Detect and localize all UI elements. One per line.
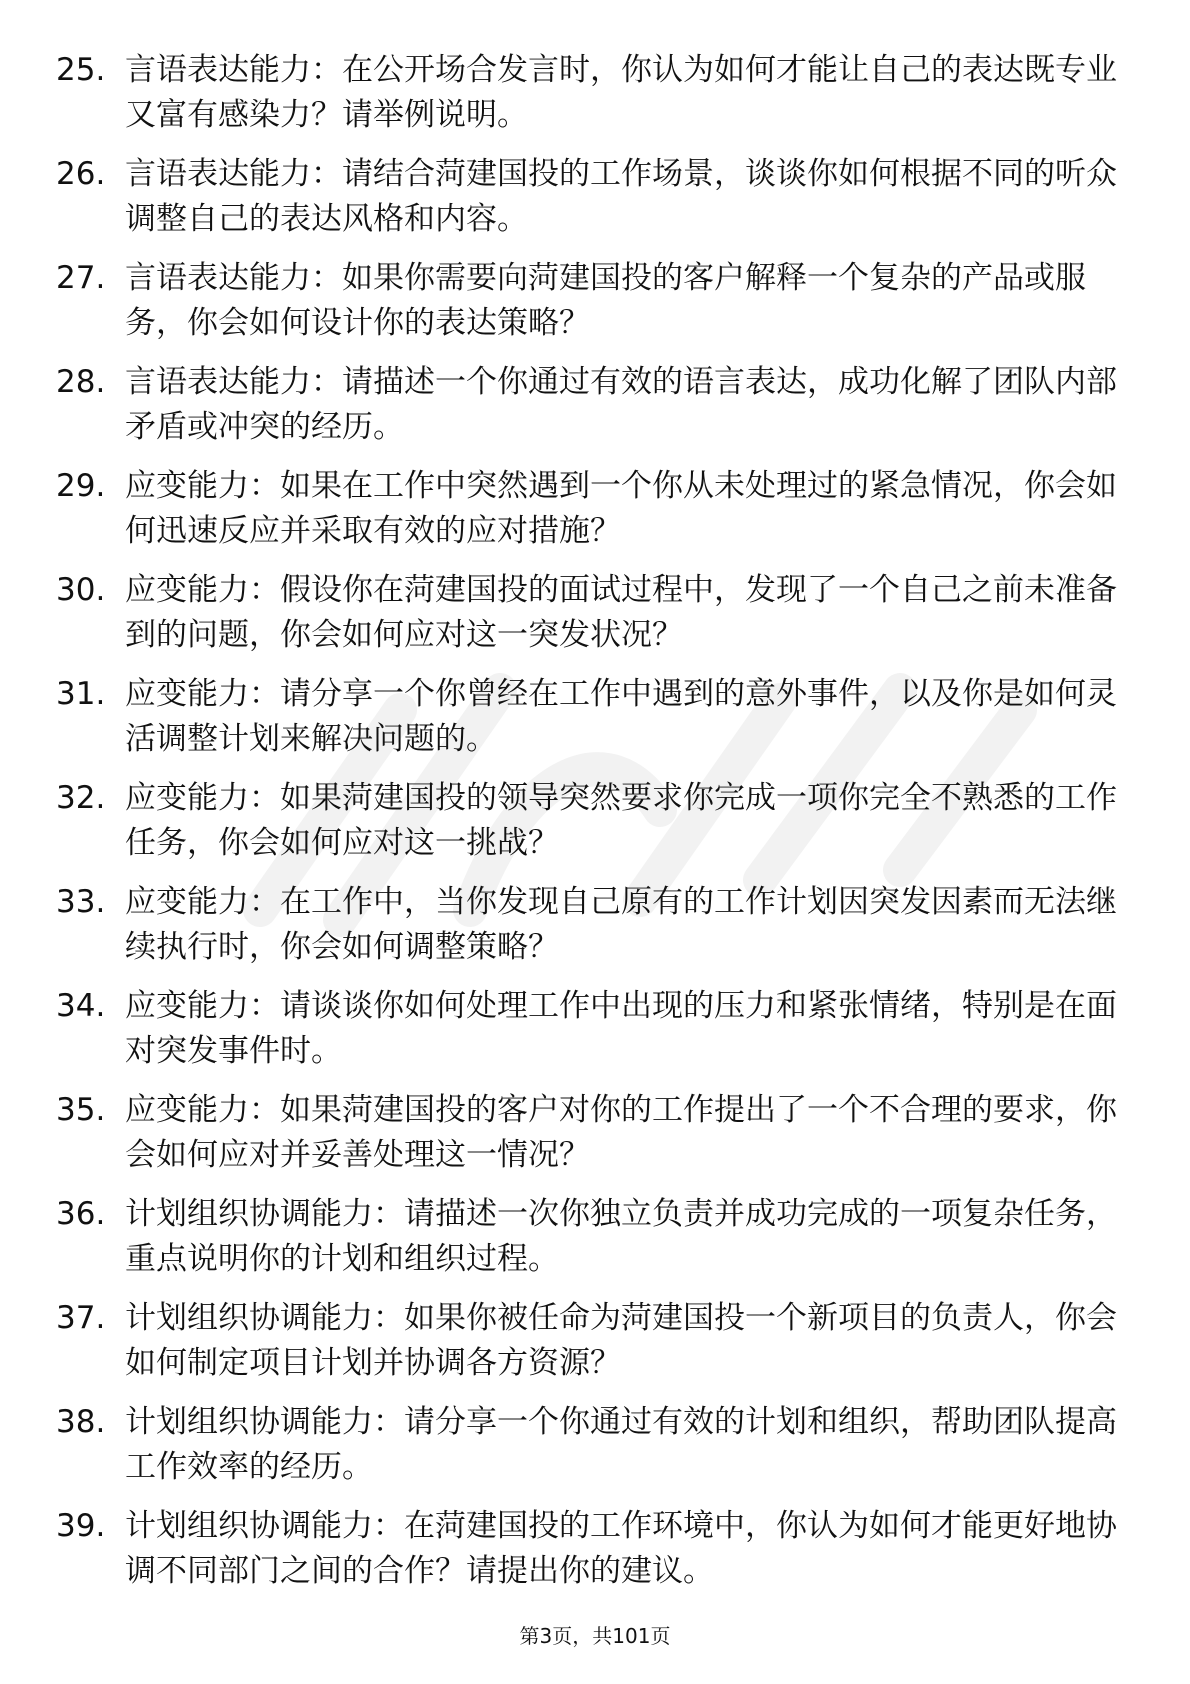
question-number: 27. — [56, 260, 106, 296]
question-item — [56, 776, 1136, 880]
question-text: 应变能力：如果在工作中突然遇到一个你从未处理过的紧急情况，你会如何迅速反应并采取有效的应对措施？ — [125, 468, 1117, 549]
question-text: 应变能力：请谈谈你如何处理工作中出现的压力和紧张情绪，特别是在面对突发事件时。 — [125, 988, 1117, 1069]
question-number: 28. — [56, 364, 106, 400]
question-number: 30. — [56, 572, 106, 608]
question-text: 言语表达能力：请结合菏建国投的工作场景，谈谈你如何根据不同的听众调整自己的表达风格和内容。 — [125, 156, 1117, 237]
question-item — [56, 1088, 1136, 1192]
question-text: 应变能力：在工作中，当你发现自己原有的工作计划因突发因素而无法继续执行时，你会如何调整策略？ — [125, 884, 1117, 965]
question-list — [56, 48, 1136, 1608]
question-text: 言语表达能力：请描述一个你通过有效的语言表达，成功化解了团队内部矛盾或冲突的经历。 — [125, 364, 1117, 445]
question-item — [56, 1296, 1136, 1400]
question-number: 25. — [56, 52, 106, 88]
question-number: 33. — [56, 884, 106, 920]
question-item — [56, 152, 1136, 256]
question-text: 言语表达能力：在公开场合发言时，你认为如何才能让自己的表达既专业又富有感染力？请举例说明。 — [125, 52, 1117, 133]
page-footer: 第3页，共101页 — [519, 1624, 671, 1648]
question-item — [56, 880, 1136, 984]
question-number: 35. — [56, 1092, 106, 1128]
question-text: 应变能力：假设你在菏建国投的面试过程中，发现了一个自己之前未准备到的问题，你会如何应对这一突发状况？ — [125, 572, 1117, 653]
question-number: 39. — [56, 1508, 106, 1544]
question-number: 36. — [56, 1196, 106, 1232]
question-number: 34. — [56, 988, 106, 1024]
question-item — [56, 672, 1136, 776]
question-text: 应变能力：如果菏建国投的客户对你的工作提出了一个不合理的要求，你会如何应对并妥善处理这一情况？ — [125, 1092, 1117, 1173]
question-item — [56, 568, 1136, 672]
question-text: 计划组织协调能力：请分享一个你通过有效的计划和组织，帮助团队提高工作效率的经历。 — [125, 1404, 1117, 1485]
question-item — [56, 1400, 1136, 1504]
question-text: 应变能力：请分享一个你曾经在工作中遇到的意外事件，以及你是如何灵活调整计划来解决问题的。 — [125, 676, 1117, 757]
question-number: 37. — [56, 1300, 106, 1336]
question-item — [56, 360, 1136, 464]
question-item — [56, 1192, 1136, 1296]
question-number: 31. — [56, 676, 106, 712]
question-text: 应变能力：如果菏建国投的领导突然要求你完成一项你完全不熟悉的工作任务，你会如何应对这一挑战？ — [125, 780, 1117, 861]
question-text: 言语表达能力：如果你需要向菏建国投的客户解释一个复杂的产品或服务，你会如何设计你的表达策略？ — [125, 260, 1086, 341]
question-number: 29. — [56, 468, 106, 504]
question-item — [56, 984, 1136, 1088]
question-number: 32. — [56, 780, 106, 816]
question-item — [56, 48, 1136, 152]
question-text: 计划组织协调能力：请描述一次你独立负责并成功完成的一项复杂任务，重点说明你的计划和组织过程。 — [125, 1196, 1117, 1277]
question-text: 计划组织协调能力：如果你被任命为菏建国投一个新项目的负责人，你会如何制定项目计划并协调各方资源？ — [125, 1300, 1117, 1381]
question-number: 26. — [56, 156, 106, 192]
question-item — [56, 1504, 1136, 1608]
question-number: 38. — [56, 1404, 106, 1440]
question-text: 计划组织协调能力：在菏建国投的工作环境中，你认为如何才能更好地协调不同部门之间的合作？请提出你的建议。 — [125, 1508, 1117, 1589]
question-item — [56, 464, 1136, 568]
question-item — [56, 256, 1136, 360]
